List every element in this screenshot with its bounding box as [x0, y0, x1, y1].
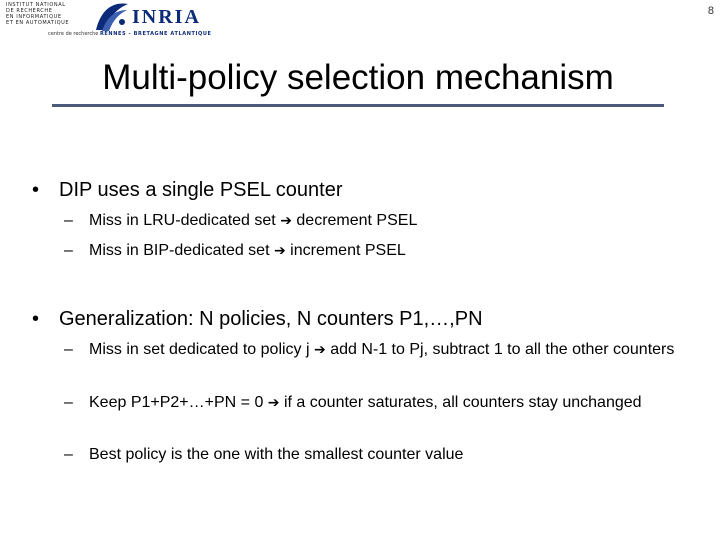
institute-line: EN INFORMATIQUE [6, 14, 62, 20]
institute-line: INSTITUT NATIONAL [6, 2, 66, 8]
bullet-dot: • [32, 179, 40, 201]
sub-bullet-dash: – [64, 242, 73, 259]
right-arrow-icon: ➔ [314, 342, 326, 358]
sub-bullet-dash: – [64, 394, 73, 411]
sub-bullet-result: increment PSEL [290, 242, 406, 259]
bullet-text: DIP uses a single PSEL counter [59, 179, 343, 201]
bullet-text: Generalization: N policies, N counters P1,…,PN [59, 308, 483, 330]
bullet-dot: • [32, 308, 40, 330]
title-underline [52, 104, 664, 107]
right-arrow-icon: ➔ [267, 395, 280, 411]
institute-name [6, 2, 92, 26]
sub-bullet-text: Miss in set dedicated to policy j [89, 341, 310, 358]
sub-bullet-result: if a counter saturates, all counters stay unchanged [283, 394, 642, 411]
right-arrow-icon: ➔ [280, 213, 292, 229]
inria-wordmark: INRIA [132, 6, 201, 28]
sub-bullet-text: Keep P1+P2+…+PN = 0 [89, 394, 264, 411]
slide-number: 8 [707, 5, 714, 17]
sub-bullet-dash: – [64, 446, 73, 463]
inria-logo [6, 0, 218, 40]
sub-bullet-dash: – [64, 212, 73, 229]
sub-bullet-result: add N-1 to Pj, subtract 1 to all the other counters [330, 341, 675, 358]
research-center-name: RENNES - BRETAGNE ATLANTIQUE [99, 31, 212, 37]
institute-line: ET EN AUTOMATIQUE [6, 20, 70, 26]
inria-emblem-icon [94, 0, 130, 34]
right-arrow-icon: ➔ [273, 243, 286, 259]
research-center [48, 31, 212, 37]
institute-line: DE RECHERCHE [6, 8, 53, 14]
sub-bullet-text: Miss in LRU-dedicated set [89, 212, 276, 229]
sub-bullet-dash: – [64, 341, 73, 358]
sub-bullet-result: decrement PSEL [296, 212, 418, 229]
sub-bullet-text: Miss in BIP-dedicated set [89, 242, 270, 259]
research-center-prefix: centre de recherche [48, 31, 99, 37]
sub-bullet-text: Best policy is the one with the smallest counter value [89, 446, 464, 463]
slide-title: Multi-policy selection mechanism [102, 58, 614, 97]
